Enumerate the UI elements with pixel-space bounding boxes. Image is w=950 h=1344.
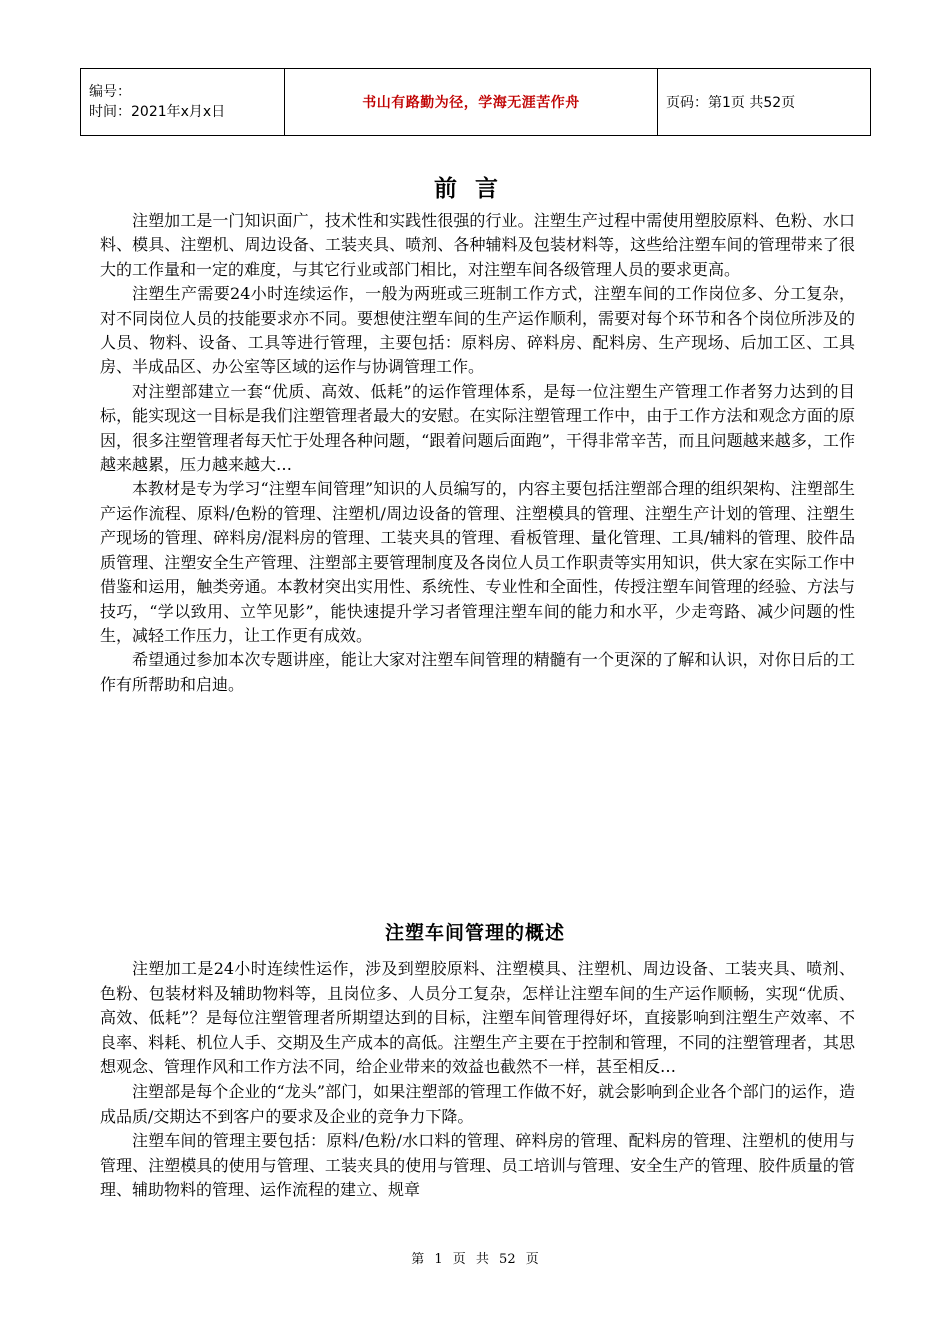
- document-number-label: 编号：: [89, 84, 131, 100]
- overview-title: 注塑车间管理的概述: [384, 922, 565, 944]
- header-motto: 书山有路勤为径，学海无涯苦作舟: [285, 69, 658, 136]
- preface-title: 前言: [434, 176, 516, 202]
- page-footer: 第 1 页 共 52 页: [411, 1252, 539, 1267]
- header-page-info: 页码：第1页 共52页: [658, 69, 871, 136]
- overview-paragraph: 注塑部是每个企业的“龙头”部门，如果注塑部的管理工作做不好，就会影响到企业各个部门的运作，造成品质/交期达不到客户的要求及企业的竞争力下降。: [100, 1081, 855, 1126]
- preface-paragraph: 注塑生产需要24小时连续运作，一般为两班或三班制工作方式，注塑车间的工作岗位多、分工复杂，对不同岗位人员的技能要求亦不同。要想使注塑车间的生产运作顺利，需要对每个环节和各个岗位所涉及的人员、物料、设备、工具等进行管理，主要包括：原料房、碎料房、配料房、生产现场、后加工区、工具房、半成品区、办公室等区域的运作与协调管理工作。: [100, 284, 855, 377]
- preface-paragraph: 希望通过参加本次专题讲座，能让大家对注塑车间管理的精髓有一个更深的了解和认识，对你日后的工作有所帮助和启迪。: [100, 650, 855, 694]
- preface-paragraph: 对注塑部建立一套“优质、高效、低耗”的运作管理体系，是每一位注塑生产管理工作者努力达到的目标，能实现这一目标是我们注塑管理者最大的安慰。在实际注塑管理工作中，由于工作方法和观念方面的原因，很多注塑管理者每天忙于处理各种问题，“跟着问题后面跑”，干得非常辛苦，而且问题越来越多，工作越来越累，压力越来越大…: [100, 381, 855, 475]
- overview-paragraph: 注塑车间的管理主要包括：原料/色粉/水口料的管理、碎料房的管理、配料房的管理、注塑机的使用与管理、注塑模具的使用与管理、工装夹具的使用与管理、员工培训与管理、安全生产的管理、胶件质量的管理、辅助物料的管理、运作流程的建立、规章: [100, 1131, 855, 1200]
- preface-paragraph: 注塑加工是一门知识面广，技术性和实践性很强的行业。注塑生产过程中需使用塑胶原料、色粉、水口料、模具、注塑机、周边设备、工装夹具、喷剂、各种辅料及包装材料等，这些给注塑车间的管理带来了很大的工作量和一定的难度，与其它行业或部门相比，对注塑车间各级管理人员的要求更高。: [100, 211, 855, 279]
- header-meta-cell: [81, 69, 285, 136]
- document-date: 时间：2021年x月x日: [89, 104, 226, 120]
- page-header: [80, 68, 871, 136]
- preface-paragraph: 本教材是专为学习“注塑车间管理”知识的人员编写的，内容主要包括注塑部合理的组织架构、注塑部生产运作流程、原料/色粉的管理、注塑机/周边设备的管理、注塑模具的管理、注塑生产计划的管理、注塑生产现场的管理、碎料房/混料房的管理、工装夹具的管理、看板管理、量化管理、工具/辅料的管理、胶件品质管理、注塑安全生产管理、注塑部主要管理制度及各岗位人员工作职责等实用知识，供大家在实际工作中借鉴和运用，触类旁通。本教材突出实用性、系统性、专业性和全面性，传授注塑车间管理的经验、方法与技巧，“学以致用、立竿见影”，能快速提升学习者管理注塑车间的能力和水平，少走弯路、减少问题的性生，减轻工作压力，让工作更有成效。: [100, 479, 855, 645]
- overview-body: [100, 957, 855, 1203]
- overview-paragraph: 注塑加工是24小时连续性运作，涉及到塑胶原料、注塑模具、注塑机、周边设备、工装夹具、喷剂、色粉、包装材料及辅助物料等，且岗位多、人员分工复杂，怎样让注塑车间的生产运作顺畅，实现“优质、高效、低耗”？是每位注塑管理者所期望达到的目标，注塑车间管理得好坏，直接影响到注塑生产效率、不良率、料耗、机位人手、交期及生产成本的高低。注塑生产主要在于控制和管理，不同的注塑管理者，其思想观念、管理作风和工作方法不同，给企业带来的效益也截然不一样，甚至相反…: [100, 959, 855, 1077]
- preface-body: [100, 209, 855, 697]
